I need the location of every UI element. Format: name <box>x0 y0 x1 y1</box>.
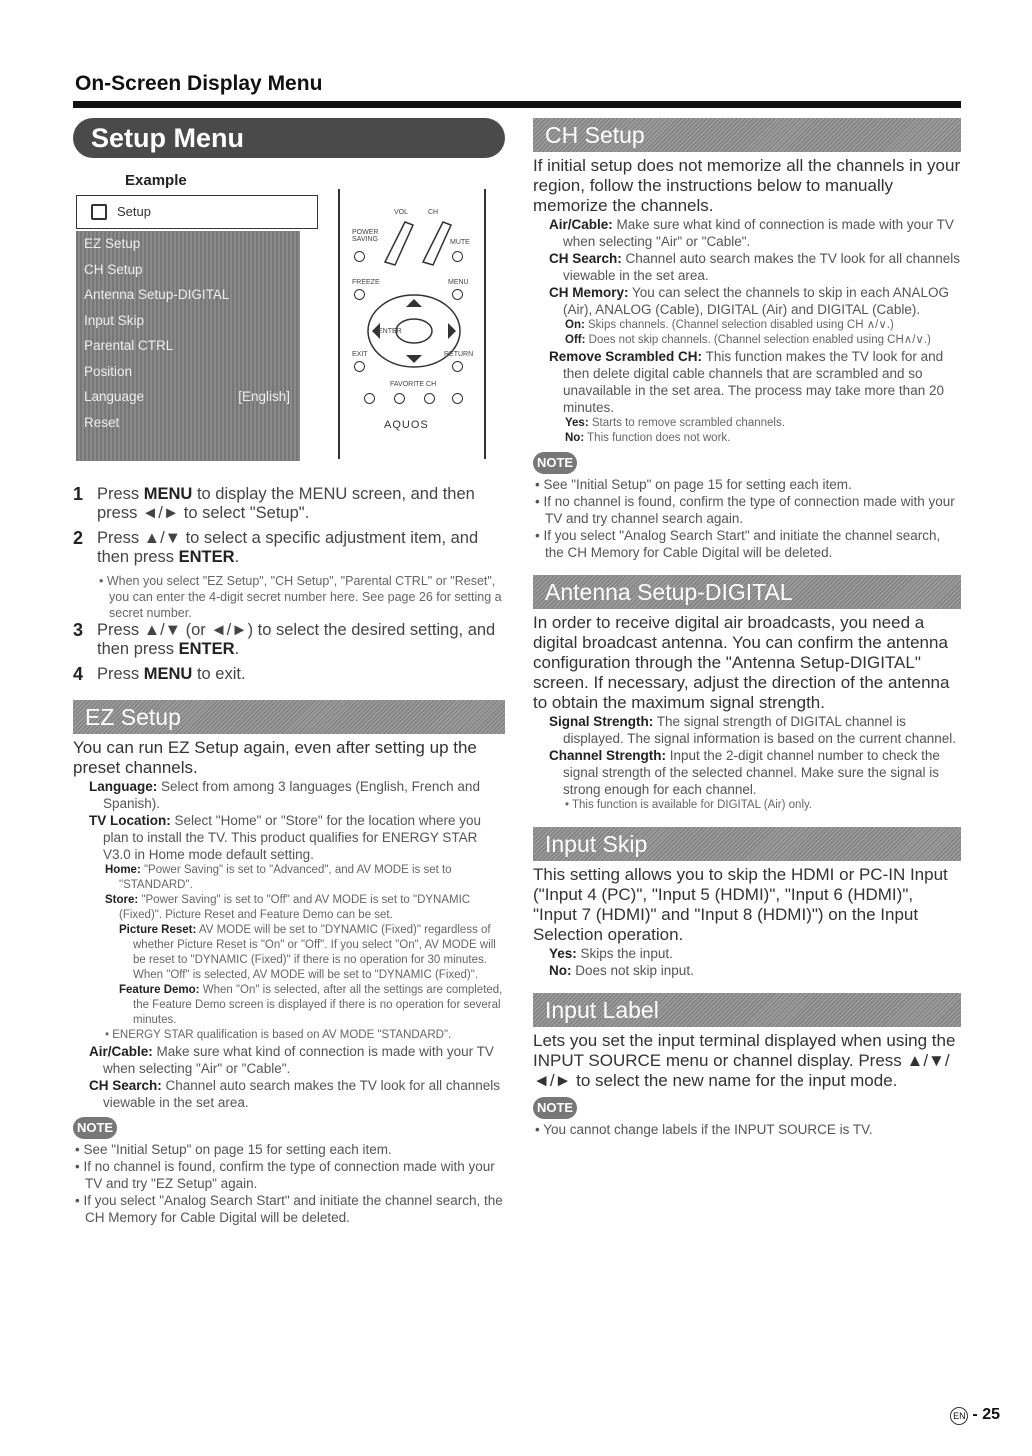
ez-ch-search <box>73 1077 505 1111</box>
term: Remove Scrambled CH: <box>549 349 703 364</box>
mute-button-icon <box>452 251 463 262</box>
osd-item-ch-setup: CH Setup <box>84 261 143 277</box>
ez-energy-note: • ENERGY STAR qualification is based on AV MODE "STANDARD". <box>105 1029 452 1041</box>
ez-setup-lead: You can run EZ Setup again, even after setting up the preset channels. <box>73 738 477 777</box>
definition: Input the 2-digit channel number to check the signal strength of the selected channel. Make sure the signal is strong enough for each channel. <box>563 748 940 797</box>
term: Yes: <box>549 946 577 961</box>
ch-memory-off <box>533 333 961 348</box>
step-number: 1 <box>73 484 84 504</box>
step-text: Press <box>97 485 144 503</box>
page-header: On-Screen Display Menu <box>75 72 323 95</box>
remote-ch-label: CH <box>428 209 439 216</box>
term: Picture Reset: <box>119 924 197 936</box>
fav-a-button-icon <box>364 393 375 404</box>
definition: Channel auto search makes the TV look for all channels viewable in the set area. <box>563 251 960 283</box>
remote-vol-label: VOL <box>394 209 409 216</box>
ez-note-1: • See "Initial Setup" on page 15 for setting each item. <box>75 1142 392 1157</box>
language-badge-icon: EN <box>950 1407 968 1425</box>
right-column <box>533 118 961 1138</box>
antenna-channel-strength <box>533 747 961 798</box>
term: On: <box>565 319 585 331</box>
definition: You can select the channels to skip in each ANALOG (Air), ANALOG (Cable), DIGITAL (Air) and DIGITAL (Cable). <box>563 285 949 317</box>
osd-item-ez-setup: EZ Setup <box>84 236 141 251</box>
input-skip-yes <box>533 945 961 962</box>
note-badge: NOTE <box>533 1097 577 1119</box>
step-key: MENU <box>143 665 193 683</box>
term: Air/Cable: <box>549 217 613 232</box>
remote-freeze-label: FREEZE <box>352 279 380 286</box>
osd-item-parental-ctrl: Parental CTRL <box>84 338 174 353</box>
power-saving-button-icon <box>354 251 365 262</box>
input-label-lead: Lets you set the input terminal displayed when using the INPUT SOURCE menu or channel display. Press ▲/▼/◄/► to select the new name for the input mode. <box>533 1031 956 1090</box>
definition: "Power Saving" is set to "Advanced", and AV MODE is set to "STANDARD". <box>119 864 452 891</box>
ez-air-cable <box>73 1043 505 1077</box>
definition: Make sure what kind of connection is made with your TV when selecting "Air" or "Cable". <box>103 1044 494 1076</box>
osd-item-language <box>76 384 300 410</box>
term: Channel Strength: <box>549 748 666 763</box>
antenna-lead: In order to receive digital air broadcasts, you need a digital broadcast antenna. You can confirm the antenna configuration through the "Antenna Setup-DIGITAL" screen. If necessary, adjust the direction of the antenna to obtain the maximum signal strength. <box>533 613 950 712</box>
fav-d-button-icon <box>452 393 463 404</box>
ch-memory-on <box>533 318 961 333</box>
exit-button-icon <box>354 361 365 372</box>
ch-note-1: • See "Initial Setup" on page 15 for setting each item. <box>535 477 852 492</box>
antenna-note: • This function is available for DIGITAL (Air) only. <box>565 799 813 811</box>
header-rule <box>73 101 961 108</box>
note-badge: NOTE <box>533 452 577 474</box>
antenna-signal-strength <box>533 713 961 747</box>
definition: This function makes the TV look for and then delete digital cable channels that are scrambled and so unavailable in the set area. The process may take more than 20 minutes. <box>563 349 944 415</box>
term: CH Memory: <box>549 285 629 300</box>
step-text: Press ▲/▼ to select a specific adjustment item, and then press <box>97 529 479 566</box>
note-badge: NOTE <box>73 1117 117 1139</box>
definition: Make sure what kind of connection is made with your TV when selecting "Air" or "Cable". <box>563 217 954 249</box>
ez-note-2: • If no channel is found, confirm the type of connection made with your TV and try "EZ Setup" again. <box>75 1159 495 1191</box>
term: Signal Strength: <box>549 714 654 729</box>
remote-exit-label: EXIT <box>352 351 368 358</box>
ch-setup-heading: CH Setup <box>533 118 961 152</box>
term: No: <box>549 963 572 978</box>
ch-rsc-yes <box>533 416 961 431</box>
ez-store <box>73 893 505 923</box>
term: Home: <box>105 864 141 876</box>
step-text: Press <box>97 665 144 683</box>
ch-air-cable <box>533 216 961 250</box>
remote-illustration <box>338 189 486 459</box>
remote-favorite-label: FAVORITE CH <box>390 381 437 388</box>
antenna-setup-heading: Antenna Setup-DIGITAL <box>533 575 961 609</box>
osd-menu <box>76 231 300 461</box>
step-2-note: • When you select "EZ Setup", "CH Setup", "Parental CTRL" or "Reset", you can enter the 4-digit secret number here. See page 26 for setting a secret number. <box>99 574 502 620</box>
osd-header <box>76 195 318 229</box>
term: CH Search: <box>89 1078 162 1093</box>
definition: Skips the input. <box>576 946 673 961</box>
osd-item-position: Position <box>84 363 133 379</box>
definition: AV MODE will be set to "DYNAMIC (Fixed)" regardless of whether Picture Reset is "On" or "Off". If you select "On", AV MODE will be reset to "DYNAMIC (Fixed)" if there is no operation for 30 minutes. When "Off" is selected, AV MODE will be set to "DYNAMIC (Fixed)". <box>133 924 496 981</box>
remote-power-label: POWER SAVING <box>352 229 379 243</box>
ez-home <box>73 863 505 893</box>
ch-search <box>533 250 961 284</box>
remote-brand: AQUOS <box>384 419 429 431</box>
osd-item-antenna-setup: Antenna Setup-DIGITAL <box>84 287 230 302</box>
definition: This function does not work. <box>584 432 731 444</box>
input-skip-no <box>533 962 961 979</box>
ch-note-3: • If you select "Analog Search Start" and initiate the channel search, the CH Memory for Cable Digital will be deleted. <box>535 528 941 560</box>
osd-language-value: [English] <box>238 389 290 404</box>
input-skip-lead: This setting allows you to skip the HDMI or PC-IN Input ("Input 4 (PC)", "Input 5 (HDMI)", "Input 6 (HDMI)", "Input 7 (HDMI)" and "Input 8 (HDMI)") on the Input Selection operation. <box>533 865 948 944</box>
term: CH Search: <box>549 251 622 266</box>
step-text: to exit. <box>192 665 246 683</box>
term: No: <box>565 432 585 444</box>
definition: Does not skip channels. (Channel selection enabled using CH∧/∨.) <box>585 334 931 346</box>
ez-note-3: • If you select "Analog Search Start" and initiate the channel search, the CH Memory for Cable Digital will be deleted. <box>75 1193 503 1225</box>
term: Off: <box>565 334 586 346</box>
ch-note-2: • If no channel is found, confirm the type of connection made with your TV and try channel search again. <box>535 494 955 526</box>
definition: When "On" is selected, after all the settings are completed, the Feature Demo screen is displayed if there is no operation for several minutes. <box>133 984 503 1026</box>
term: Store: <box>105 894 139 906</box>
step-number: 4 <box>73 664 84 684</box>
example-label: Example <box>125 172 187 189</box>
freeze-button-icon <box>354 289 365 300</box>
input-label-note: • You cannot change labels if the INPUT SOURCE is TV. <box>535 1122 873 1137</box>
step-key: ENTER <box>178 640 235 658</box>
fav-c-button-icon <box>424 393 435 404</box>
osd-language-label: Language <box>84 389 145 404</box>
step-number: 3 <box>73 620 84 640</box>
remote-menu-label: MENU <box>448 279 469 286</box>
remote-return-label: RETURN <box>444 351 474 358</box>
step-key: MENU <box>143 485 193 503</box>
term: TV Location: <box>89 813 171 828</box>
page-number-text: - 25 <box>972 1406 1000 1423</box>
input-label-heading: Input Label <box>533 993 961 1027</box>
osd-item-reset: Reset <box>84 414 120 430</box>
step-1 <box>73 485 505 523</box>
ez-tv-location <box>73 812 505 863</box>
term: Air/Cable: <box>89 1044 153 1059</box>
osd-example <box>73 195 505 485</box>
definition: Starts to remove scrambled channels. <box>588 417 785 429</box>
step-number: 2 <box>73 528 84 548</box>
ez-language <box>73 778 505 812</box>
remote-mute-label: MUTE <box>450 239 470 246</box>
setup-menu-title: Setup Menu <box>73 118 505 158</box>
step-2 <box>73 529 505 567</box>
input-skip-heading: Input Skip <box>533 827 961 861</box>
ez-setup-heading: EZ Setup <box>73 700 505 734</box>
osd-header-label: Setup <box>117 204 151 219</box>
ez-picture-reset <box>73 923 505 983</box>
term: Language: <box>89 779 158 794</box>
ch-memory <box>533 284 961 318</box>
definition: Select from among 3 languages (English, French and Spanish). <box>103 779 480 811</box>
definition: Channel auto search makes the TV look for all channels viewable in the set area. <box>103 1078 500 1110</box>
setup-icon <box>91 204 107 220</box>
page-number <box>950 1406 1000 1425</box>
definition: The signal strength of DIGITAL channel is displayed. The signal information is based on the current channel. <box>563 714 956 746</box>
term: Yes: <box>565 417 589 429</box>
vol-ch-rocker-icon <box>375 217 455 267</box>
step-text: to display the MENU screen, and then press ◄/► to select "Setup". <box>97 485 475 522</box>
ch-setup-lead: If initial setup does not memorize all the channels in your region, follow the instructions below to manually memorize the channels. <box>533 156 961 215</box>
return-button-icon <box>452 361 463 372</box>
step-4 <box>73 665 505 684</box>
step-text: . <box>234 548 240 566</box>
definition: Does not skip input. <box>571 963 694 978</box>
osd-item-input-skip: Input Skip <box>84 312 145 328</box>
step-key: ENTER <box>178 548 235 566</box>
ch-rsc-no <box>533 431 961 446</box>
definition: Select "Home" or "Store" for the location where you plan to install the TV. This product qualifies for ENERGY STAR V3.0 in Home mode default setting. <box>103 813 482 862</box>
remote-enter-label: ENTER <box>378 328 402 335</box>
step-3 <box>73 621 505 659</box>
ch-remove-scrambled <box>533 348 961 416</box>
step-text: . <box>234 640 240 658</box>
ez-feature-demo <box>73 983 505 1028</box>
definition: Skips channels. (Channel selection disabled using CH ∧/∨.) <box>584 319 894 331</box>
term: Feature Demo: <box>119 984 200 996</box>
step-text: Press ▲/▼ (or ◄/►) to select the desired setting, and then press <box>97 621 496 658</box>
definition: "Power Saving" is set to "Off" and AV MODE is set to "DYNAMIC (Fixed)". Picture Reset and Feature Demo can be set. <box>119 894 471 921</box>
fav-b-button-icon <box>394 393 405 404</box>
left-column <box>73 118 505 1226</box>
